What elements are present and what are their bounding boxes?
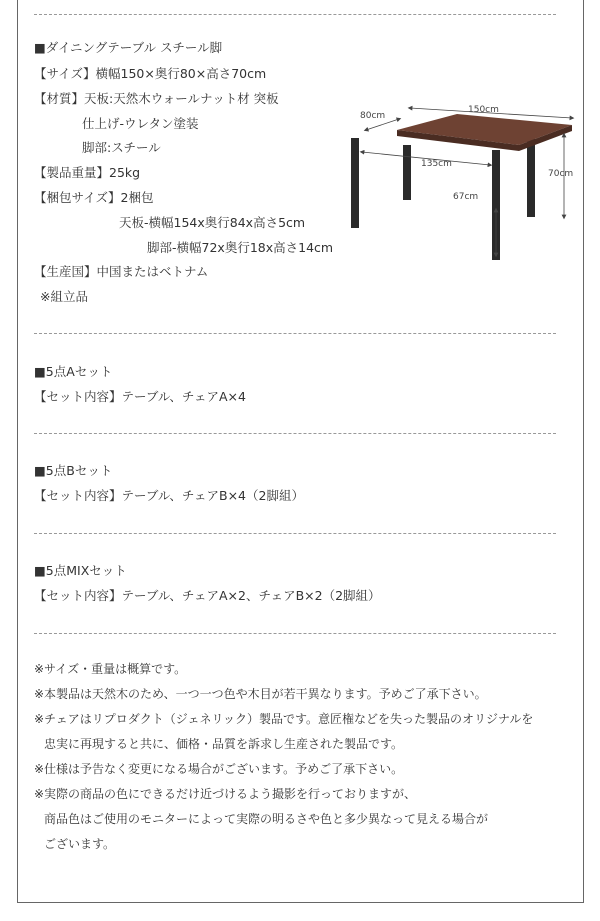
note-item: ございます。 [44, 837, 116, 851]
note-item: 商品色はご使用のモニターによって実際の明るさや色と多少異なって見える場合が [44, 812, 489, 826]
spec-material: 【材質】天板:天然木ウォールナット材 突板 [34, 91, 279, 106]
set-mix-contents: 【セット内容】テーブル、チェアA×2、チェアB×2（2脚組） [34, 588, 381, 603]
spec-material-finish: 仕上げ-ウレタン塗装 [82, 116, 199, 131]
divider [34, 14, 556, 15]
inner-width-label: 135cm [421, 159, 452, 169]
note-item: ※サイズ・重量は概算です。 [34, 662, 187, 676]
clearance-label: 67cm [453, 192, 479, 202]
note-item: 忠実に再現すると共に、価格・品質を訴求し生産された製品です。 [44, 737, 404, 751]
set-a-contents: 【セット内容】テーブル、チェアA×4 [34, 389, 246, 404]
note-item: ※実際の商品の色にできるだけ近づけるよう撮影を行っておりますが、 [34, 787, 417, 801]
width-label: 150cm [468, 105, 499, 115]
set-mix-title: ■5点MIXセット [34, 563, 127, 578]
note-item: ※本製品は天然木のため、一つ一つ色や木目が若干異なります。予めご了承下さい。 [34, 687, 487, 701]
spec-origin: 【生産国】中国またはベトナム [34, 264, 209, 279]
divider [34, 633, 556, 634]
divider [34, 433, 556, 434]
spec-package: 【梱包サイズ】2梱包 [34, 190, 154, 205]
height-label: 70cm [548, 169, 574, 179]
set-a-title: ■5点Aセット [34, 364, 113, 379]
note-item: ※仕様は予告なく変更になる場合がございます。予めご了承下さい。 [34, 762, 404, 776]
spec-material-legs: 脚部:スチール [82, 140, 161, 155]
set-b-title: ■5点Bセット [34, 463, 113, 478]
table-leg-front-left [351, 138, 359, 228]
divider [34, 333, 556, 334]
spec-size: 【サイズ】横幅150×奥行80×高さ70cm [34, 66, 267, 81]
set-b-contents: 【セット内容】テーブル、チェアB×4（2脚組） [34, 488, 304, 503]
spec-package-legs: 脚部-横幅72x奥行18x高さ14cm [147, 240, 334, 255]
spec-weight: 【製品重量】25kg [34, 165, 141, 180]
table-dimension-diagram [340, 95, 585, 270]
spec-assembly: ※組立品 [40, 289, 88, 304]
table-leg-back-left [403, 145, 411, 200]
spec-title: ■ダイニングテーブル スチール脚 [34, 40, 223, 55]
spec-package-top: 天板-横幅154x奥行84x高さ5cm [119, 215, 306, 230]
note-item: ※チェアはリプロダクト（ジェネリック）製品です。意匠権などを失った製品のオリジナルを [34, 712, 534, 726]
depth-label: 80cm [360, 111, 386, 121]
divider [34, 533, 556, 534]
